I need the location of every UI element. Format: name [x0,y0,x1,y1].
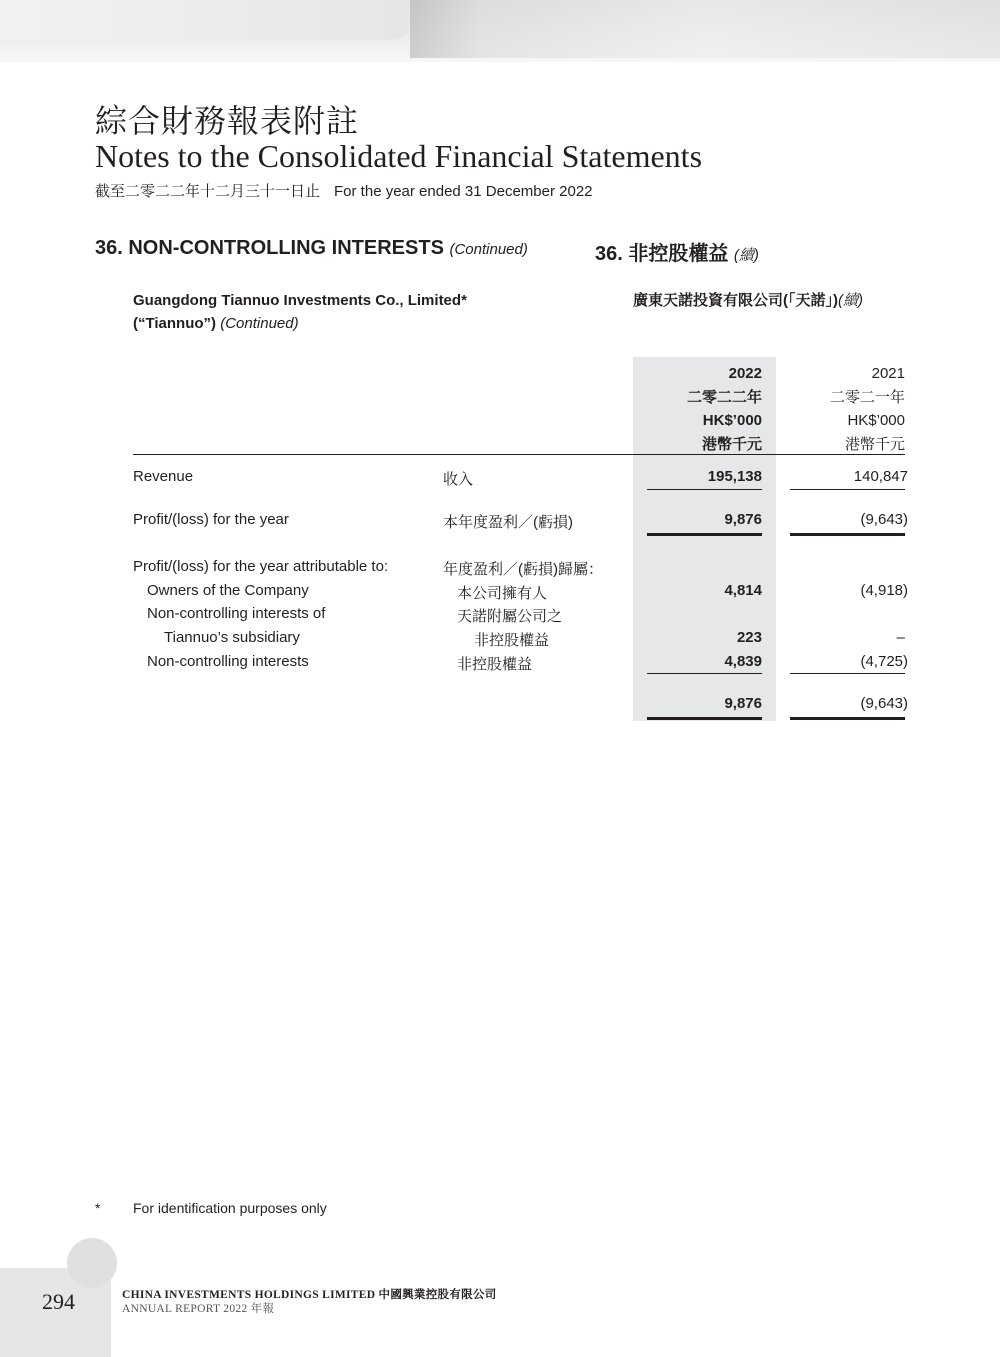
column-header-2022 [640,362,762,456]
row-owners-label: Owners of the Company [147,582,309,599]
column-2021-unit-cn: 港幣千元 [844,435,905,453]
row-nci-subsidiary-2022: 223 [736,629,762,646]
row-nci-subsidiary-label-line2: Tiannuo’s subsidiary [164,629,300,646]
column-2022-unit: HK$’000 [702,412,762,429]
row-nci-label: Non-controlling interests [147,653,309,670]
footer-report: ANNUAL REPORT 2022 年報 [122,1303,275,1315]
total-2022-double-rule [647,717,762,720]
section-title-en: 36. NON-CONTROLLING INTERESTS [95,237,444,259]
subsection-name-cn: 廣東天諾投資有限公司(「天諾」) [633,292,838,309]
header-decoration-band [0,0,1000,62]
row-profit-2021: (9,643) [860,511,908,528]
subsection-heading-cn [633,289,863,310]
row-nci-2022: 4,839 [724,653,762,670]
column-2022-year: 2022 [728,365,762,382]
reporting-period [95,180,593,201]
row-profit-label-cn: 本年度盈利／(虧損) [443,514,573,531]
nci-2022-rule [647,673,762,674]
page-title-en: Notes to the Consolidated Financial Statements [95,138,703,174]
column-2021-year-cn: 二零二一年 [829,388,905,406]
header-decoration-left [0,0,410,40]
column-2022-year-cn: 二零二二年 [686,388,762,406]
column-header-2021 [780,362,905,456]
subsection-continued-cn: (續) [838,292,863,309]
row-profit-label: Profit/(loss) for the year [133,511,289,528]
row-attributable-label-cn: 年度盈利／(虧損)歸屬： [443,561,603,578]
column-2021-year: 2021 [871,365,905,382]
row-revenue-2022: 195,138 [707,468,762,485]
row-revenue-label: Revenue [133,468,194,485]
page-decoration-circle [67,1238,117,1288]
row-profit-2022: 9,876 [724,511,762,528]
profit-2021-double-rule [790,533,905,536]
row-owners-label-cn: 本公司擁有人 [457,585,548,602]
row-nci-label-cn: 非控股權益 [457,656,533,673]
row-owners-2022: 4,814 [724,582,762,599]
page-title-cn: 綜合財務報表附註 [95,102,360,140]
row-nci-subsidiary-2021: – [896,629,905,646]
profit-2022-double-rule [647,533,762,536]
section-heading-cn [595,237,759,266]
subsection-continued-en: (Continued) [220,315,299,332]
nci-2021-rule [790,673,905,674]
section-continued-cn: (續) [733,247,759,264]
section-heading-en [95,237,528,260]
row-total-2021: (9,643) [860,695,908,712]
row-nci-subsidiary-label-line1: Non-controlling interests of [147,605,326,622]
subsection-heading-en [133,289,467,335]
row-nci-subsidiary-label-cn-line2: 非控股權益 [474,632,550,649]
row-revenue-2021: 140,847 [853,468,908,485]
subsection-name-line2: (“Tiannuo”) [133,315,217,332]
footer-company: CHINA INVESTMENTS HOLDINGS LIMITED 中國興業控股有限公司 [122,1289,497,1301]
row-nci-2021: (4,725) [860,653,908,670]
column-2021-unit: HK$’000 [847,412,905,429]
column-2022-unit-cn: 港幣千元 [701,435,762,453]
section-continued-en: (Continued) [449,241,528,258]
footnote-mark: * [95,1200,101,1216]
revenue-2022-rule [647,489,762,490]
reporting-period-cn: 截至二零二二年十二月三十一日止 [95,183,321,200]
row-owners-2021: (4,918) [860,582,908,599]
row-attributable-label: Profit/(loss) for the year attributable to: [133,558,389,575]
subsection-name-line1: Guangdong Tiannuo Investments Co., Limited* [133,292,467,309]
total-2021-double-rule [790,717,905,720]
page-number: 294 [42,1289,75,1314]
table-header-rule [133,454,905,455]
footnote-text: For identification purposes only [133,1200,327,1216]
revenue-2021-rule [790,489,905,490]
reporting-period-en: For the year ended 31 December 2022 [334,183,593,200]
row-revenue-label-cn: 收入 [443,471,474,488]
section-title-cn: 36. 非控股權益 [595,243,729,265]
row-nci-subsidiary-label-cn-line1: 天諾附屬公司之 [457,608,563,625]
header-decoration-right [410,0,1000,58]
row-total-2022: 9,876 [724,695,762,712]
